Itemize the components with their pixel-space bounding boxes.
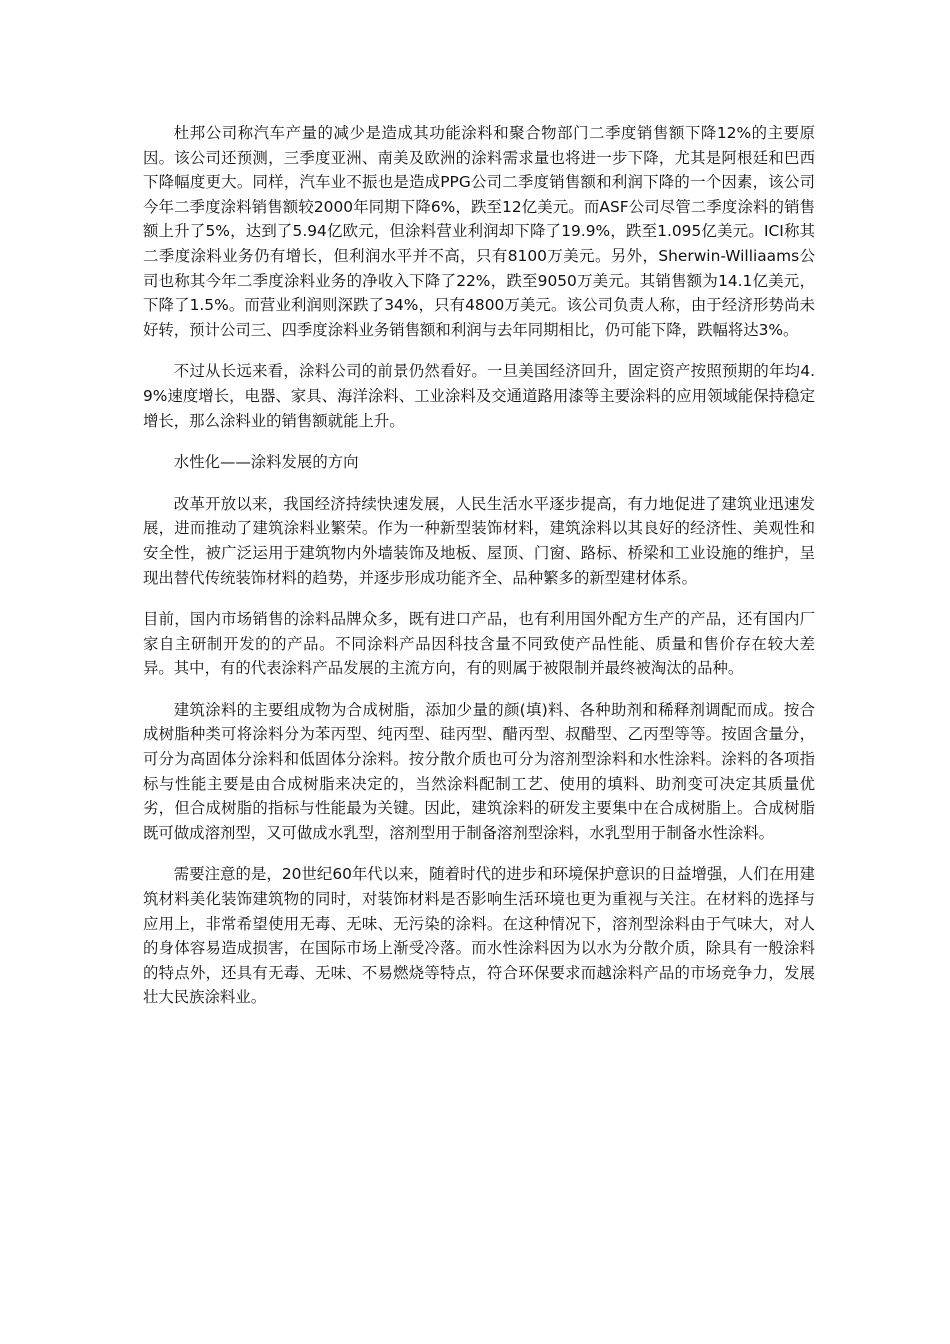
paragraph-domestic-market: 目前，国内市场销售的涂料品牌众多，既有进口产品，也有利用国外配方生产的产品，还有国内厂家自主研制开发的的产品。不同涂料产品因科技含量不同致使产品性能、质量和售价存在较大差异。其中，有的代表涂料产品发展的主流方向，有的则属于被限制并最终被淘汰的品种。 bbox=[143, 610, 815, 678]
section-heading: 水性化——涂料发展的方向 bbox=[173, 453, 359, 472]
paragraph-long-term-outlook: 不过从长远来看，涂料公司的前景仍然看好。一旦美国经济回升，固定资产按照预期的年均4.9%速度增长，电器、家具、海洋涂料、工业涂料及交通道路用漆等主要涂料的应用领域能保持稳定增长，那么涂料业的销售额就能上升。 bbox=[143, 362, 815, 430]
paragraph-environmental-protection: 需要注意的是，20世纪60年代以来，随着时代的进步和环境保护意识的日益增强，人们在用建筑材料美化装饰建筑物的同时，对装饰材料是否影响生活环境也更为重视与关注。在材料的选择与应用上，非常希望使用无毒、无味、无污染的涂料。在这种情况下，溶剂型涂料由于气味大，对人的身体容易造成损害，在国际市场上渐受冷落。而水性涂料因为以水为分散介质，除具有一般涂料的特点外，还具有无毒、无味、不易燃烧等特点，符合环保要求而越涂料产品的市场竞争力，发展壮大民族涂料业。 bbox=[143, 865, 815, 1007]
document-body bbox=[143, 121, 815, 1027]
paragraph-coatings-sales-decline: 杜邦公司称汽车产量的减少是造成其功能涂料和聚合物部门二季度销售额下降12%的主要原因。该公司还预测，三季度亚洲、南美及欧洲的涂料需求量也将进一步下降，尤其是阿根廷和巴西下降幅度更大。同样，汽车业不振也是造成PPG公司二季度销售额和利润下降的一个因素，该公司今年二季度涂料销售额较2000年同期下降6%，跌至12亿美元。而ASF公司尽管二季度涂料的销售额上升了5%，达到了5.94亿欧元，但涂料营业利润却下降了19.9%，跌至1.095亿美元。ICI称其二季度涂料业务仍有增长，但利润水平并不高，只有8100万美元。另外，Sherwin-Williaams公司也称其今年二季度涂料业务的净收入下降了22%，跌至9050万美元。其销售额为14.1亿美元，下降了1.5%。而营业利润则深跌了34%，只有4800万美元。该公司负责人称，由于经济形势尚未好转，预计公司三、四季度涂料业务销售额和利润与去年同期相比，仍可能下降，跌幅将达3%。 bbox=[143, 124, 815, 339]
paragraph-reform-development: 改革开放以来，我国经济持续快速发展，人民生活水平逐步提高，有力地促进了建筑业迅速发展，进而推动了建筑涂料业繁荣。作为一种新型装饰材料，建筑涂料以其良好的经济性、美观性和安全性，被广泛运用于建筑物内外墙装饰及地板、屋顶、门窗、路标、桥梁和工业设施的维护，呈现出替代传统装饰材料的趋势，并逐步形成功能齐全、品种繁多的新型建材体系。 bbox=[143, 494, 815, 587]
paragraph-composition: 建筑涂料的主要组成物为合成树脂，添加少量的颜(填)料、各种助剂和稀释剂调配而成。按合成树脂种类可将涂料分为苯丙型、纯丙型、硅丙型、醋丙型、叔醋型、乙丙型等等。按固含量分，可分为高固体分涂料和低固体分涂料。按分散介质也可分为溶剂型涂料和水性涂料。涂料的各项指标与性能主要是由合成树脂来决定的，当然涂料配制工艺、使用的填料、助剂变可决定其质量优劣，但合成树脂的指标与性能最为关键。因此，建筑涂料的研发主要集中在合成树脂上。合成树脂既可做成溶剂型，又可做成水乳型，溶剂型用于制备溶剂型涂料，水乳型用于制备水性涂料。 bbox=[143, 700, 815, 842]
